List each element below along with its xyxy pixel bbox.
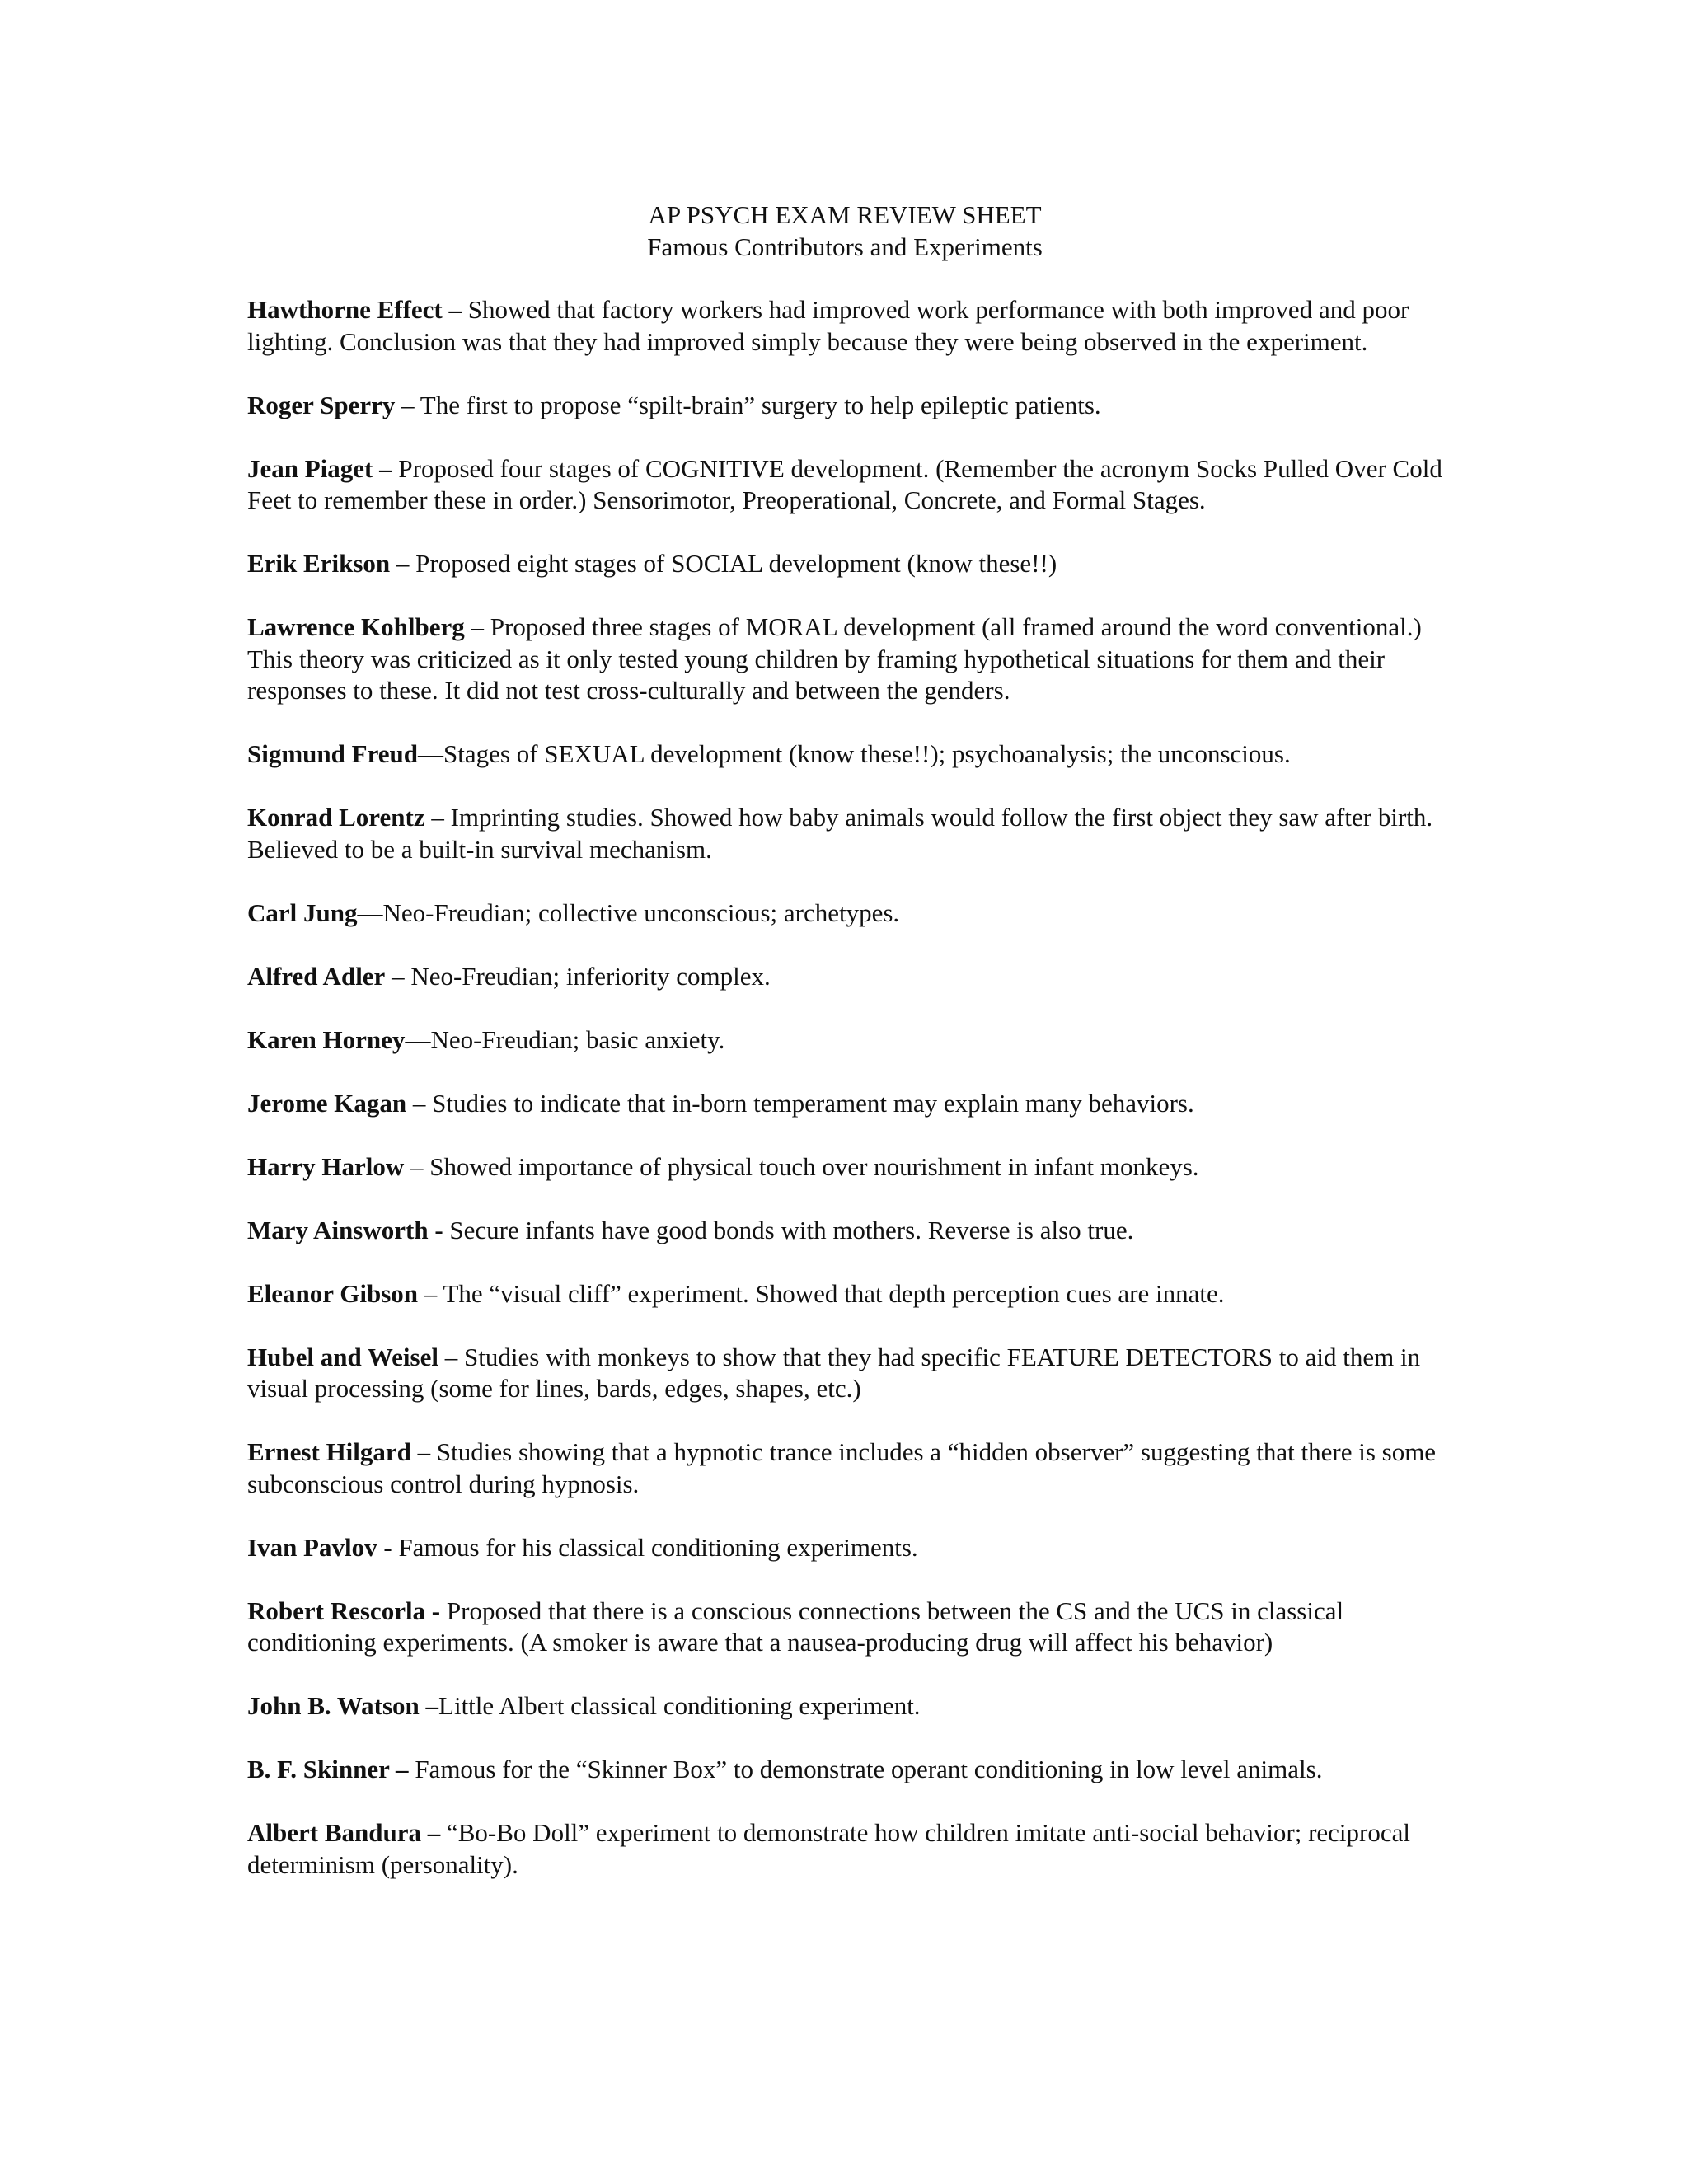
document-page bbox=[247, 199, 1442, 1913]
entry-description: —Stages of SEXUAL development (know these!!); psychoanalysis; the unconscious. bbox=[418, 739, 1291, 768]
entry-paragraph bbox=[247, 1088, 1442, 1120]
entry-paragraph bbox=[247, 1690, 1442, 1722]
entry-paragraph bbox=[247, 1817, 1442, 1881]
entry-description: – Studies with monkeys to show that they had specific FEATURE DETECTORS to aid them in visual processing (some for lines, bards, edges, shapes, etc.) bbox=[247, 1342, 1421, 1403]
entry-description: – The first to propose “spilt-brain” surgery to help epileptic patients. bbox=[395, 390, 1101, 419]
entry-description: Famous for the “Skinner Box” to demonstrate operant conditioning in low level animals. bbox=[408, 1755, 1323, 1783]
entry-name: Erik Erikson bbox=[247, 549, 391, 578]
entry-paragraph bbox=[247, 453, 1442, 517]
entry-paragraph bbox=[247, 548, 1442, 580]
entry-description: “Bo-Bo Doll” experiment to demonstrate how children imitate anti-social behavior; reciprocal determinism (personality). bbox=[247, 1818, 1410, 1879]
entry-paragraph bbox=[247, 898, 1442, 930]
entry-name: Albert Bandura – bbox=[247, 1818, 441, 1847]
entry-name: Hubel and Weisel bbox=[247, 1342, 438, 1371]
entry-paragraph bbox=[247, 802, 1442, 865]
entry-description: Proposed four stages of COGNITIVE development. (Remember the acronym Socks Pulled Over Cold Feet to remember these in order.) Sensorimotor, Preoperational, Concrete, and Formal Stages. bbox=[247, 453, 1442, 514]
entry-paragraph bbox=[247, 1278, 1442, 1310]
entry-description: Proposed that there is a conscious connections between the CS and the UCS in classical conditioning experiments. (A smoker is aware that a nausea-producing drug will affect his behavior) bbox=[247, 1596, 1344, 1657]
entry-name: Sigmund Freud bbox=[247, 739, 419, 768]
entry-description: – Proposed three stages of MORAL development (all framed around the word conventional.) This theory was criticized as it only tested young children by framing hypothetical situations for them and their responses to these. It did not test cross-culturally and between the genders. bbox=[247, 612, 1422, 705]
entry-name: Jean Piaget – bbox=[247, 453, 392, 483]
entry-name: Mary Ainsworth - bbox=[247, 1215, 443, 1244]
entry-paragraph bbox=[247, 1151, 1442, 1183]
entry-description: – Proposed eight stages of SOCIAL development (know these!!) bbox=[390, 549, 1057, 578]
entry-description: Showed that factory workers had improved work performance with both improved and poor lighting. Conclusion was that they had improved simply because they were being observed in the experiment. bbox=[247, 295, 1409, 356]
entry-paragraph bbox=[247, 961, 1442, 993]
entry-paragraph bbox=[247, 1215, 1442, 1247]
entry-description: – Neo-Freudian; inferiority complex. bbox=[385, 961, 771, 991]
entry-description: —Neo-Freudian; basic anxiety. bbox=[405, 1024, 725, 1054]
entry-paragraph bbox=[247, 1596, 1442, 1659]
entry-description: Little Albert classical conditioning experiment. bbox=[438, 1691, 921, 1720]
entry-paragraph bbox=[247, 1754, 1442, 1786]
entry-name: Konrad Lorentz bbox=[247, 803, 425, 832]
entry-paragraph bbox=[247, 612, 1442, 707]
entry-paragraph bbox=[247, 294, 1442, 358]
entry-name: Karen Horney bbox=[247, 1024, 406, 1054]
entry-description: – Showed importance of physical touch over nourishment in infant monkeys. bbox=[404, 1151, 1199, 1181]
document-title: AP PSYCH EXAM REVIEW SHEET bbox=[648, 200, 1042, 229]
entry-name: B. F. Skinner – bbox=[247, 1755, 409, 1783]
document-header bbox=[247, 199, 1442, 263]
entry-name: Ernest Hilgard – bbox=[247, 1437, 431, 1466]
entry-description: Studies showing that a hypnotic trance includes a “hidden observer” suggesting that there is some subconscious control during hypnosis. bbox=[247, 1437, 1437, 1498]
document-subtitle: Famous Contributors and Experiments bbox=[647, 232, 1043, 261]
entry-description: – The “visual cliff” experiment. Showed that depth perception cues are innate. bbox=[418, 1278, 1225, 1308]
entry-description: Secure infants have good bonds with mothers. Reverse is also true. bbox=[443, 1215, 1134, 1244]
entry-name: Harry Harlow bbox=[247, 1151, 405, 1181]
entry-name: Eleanor Gibson bbox=[247, 1278, 419, 1308]
entry-paragraph bbox=[247, 1532, 1442, 1564]
entry-description: – Imprinting studies. Showed how baby animals would follow the first object they saw after birth. Believed to be a built-in survival mechanism. bbox=[247, 803, 1433, 864]
entry-name: Carl Jung bbox=[247, 898, 358, 927]
entry-list bbox=[247, 294, 1442, 1881]
entry-paragraph bbox=[247, 1024, 1442, 1057]
entry-paragraph bbox=[247, 738, 1442, 771]
entry-paragraph bbox=[247, 1436, 1442, 1500]
entry-name: Roger Sperry bbox=[247, 390, 396, 419]
entry-name: Ivan Pavlov - bbox=[247, 1532, 392, 1562]
entry-name: Lawrence Kohlberg bbox=[247, 612, 465, 641]
entry-name: Hawthorne Effect – bbox=[247, 295, 462, 324]
entry-name: John B. Watson – bbox=[247, 1691, 439, 1720]
entry-name: Robert Rescorla - bbox=[247, 1596, 441, 1625]
entry-description: – Studies to indicate that in-born temperament may explain many behaviors. bbox=[406, 1088, 1194, 1118]
entry-name: Jerome Kagan bbox=[247, 1088, 407, 1118]
entry-description: Famous for his classical conditioning experiments. bbox=[392, 1532, 918, 1562]
entry-paragraph bbox=[247, 390, 1442, 422]
entry-paragraph bbox=[247, 1342, 1442, 1405]
entry-description: —Neo-Freudian; collective unconscious; archetypes. bbox=[357, 898, 900, 927]
entry-name: Alfred Adler bbox=[247, 961, 386, 991]
